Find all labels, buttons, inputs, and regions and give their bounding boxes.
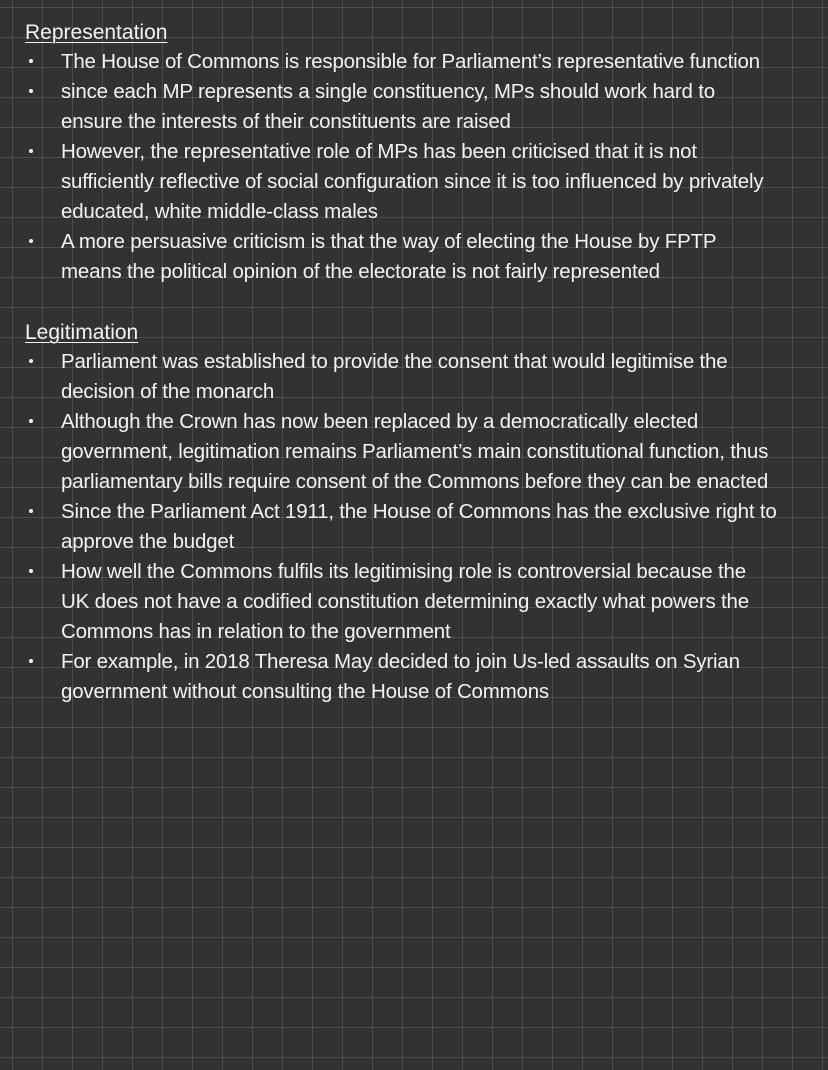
bullet-dot-icon	[29, 59, 33, 63]
bullet-text-line: Although the Crown has now been replaced by a democratically elected	[61, 410, 699, 433]
bullet-item	[0, 77, 828, 137]
bullet-text-line: sufficiently reflective of social configuration since it is too influenced by privately	[61, 170, 764, 193]
bullet-text-line: government without consulting the House of Commons	[61, 680, 549, 703]
bullet-item	[0, 227, 828, 287]
bullet-item	[0, 347, 828, 407]
section-heading: Legitimation	[25, 321, 139, 344]
bullet-item	[0, 557, 828, 647]
bullet-dot-icon	[29, 89, 33, 93]
bullet-list	[0, 347, 828, 707]
bullet-dot-icon	[29, 239, 33, 243]
bullet-text-line: decision of the monarch	[61, 380, 275, 403]
section-heading: Representation	[25, 21, 168, 44]
bullet-text-line: Parliament was established to provide the consent that would legitimise the	[61, 350, 728, 373]
bullet-dot-icon	[29, 149, 33, 153]
bullet-dot-icon	[29, 419, 33, 423]
bullet-dot-icon	[29, 659, 33, 663]
bullet-text-line: How well the Commons fulfils its legitimising role is controversial because the	[61, 560, 746, 583]
bullet-text-line: Since the Parliament Act 1911, the House of Commons has the exclusive right to	[61, 500, 777, 523]
bullet-text-line: UK does not have a codified constitution determining exactly what powers the	[61, 590, 749, 613]
bullet-dot-icon	[29, 569, 33, 573]
bullet-list	[0, 47, 828, 287]
bullet-text-line: Commons has in relation to the government	[61, 620, 451, 643]
bullet-text-line: government, legitimation remains Parliament’s main constitutional function, thus	[61, 440, 769, 463]
bullet-item	[0, 47, 828, 77]
bullet-text-line: The House of Commons is responsible for Parliament’s representative function	[61, 50, 760, 73]
bullet-text-line: A more persuasive criticism is that the way of electing the House by FPTP	[61, 230, 717, 253]
bullet-text-line: parliamentary bills require consent of the Commons before they can be enacted	[61, 470, 769, 493]
bullet-item	[0, 137, 828, 227]
bullet-text-line: educated, white middle-class males	[61, 200, 378, 223]
bullet-text-line: since each MP represents a single constituency, MPs should work hard to	[61, 80, 715, 103]
bullet-text-line: ensure the interests of their constituents are raised	[61, 110, 511, 133]
bullet-text-line: However, the representative role of MPs has been criticised that it is not	[61, 140, 697, 163]
bullet-text-line: approve the budget	[61, 530, 235, 553]
bullet-dot-icon	[29, 359, 33, 363]
bullet-item	[0, 497, 828, 557]
bullet-item	[0, 647, 828, 707]
bullet-dot-icon	[29, 509, 33, 513]
bullet-text-line: means the political opinion of the electorate is not fairly represented	[61, 260, 660, 283]
bullet-item	[0, 407, 828, 497]
bullet-text-line: For example, in 2018 Theresa May decided to join Us-led assaults on Syrian	[61, 650, 740, 673]
